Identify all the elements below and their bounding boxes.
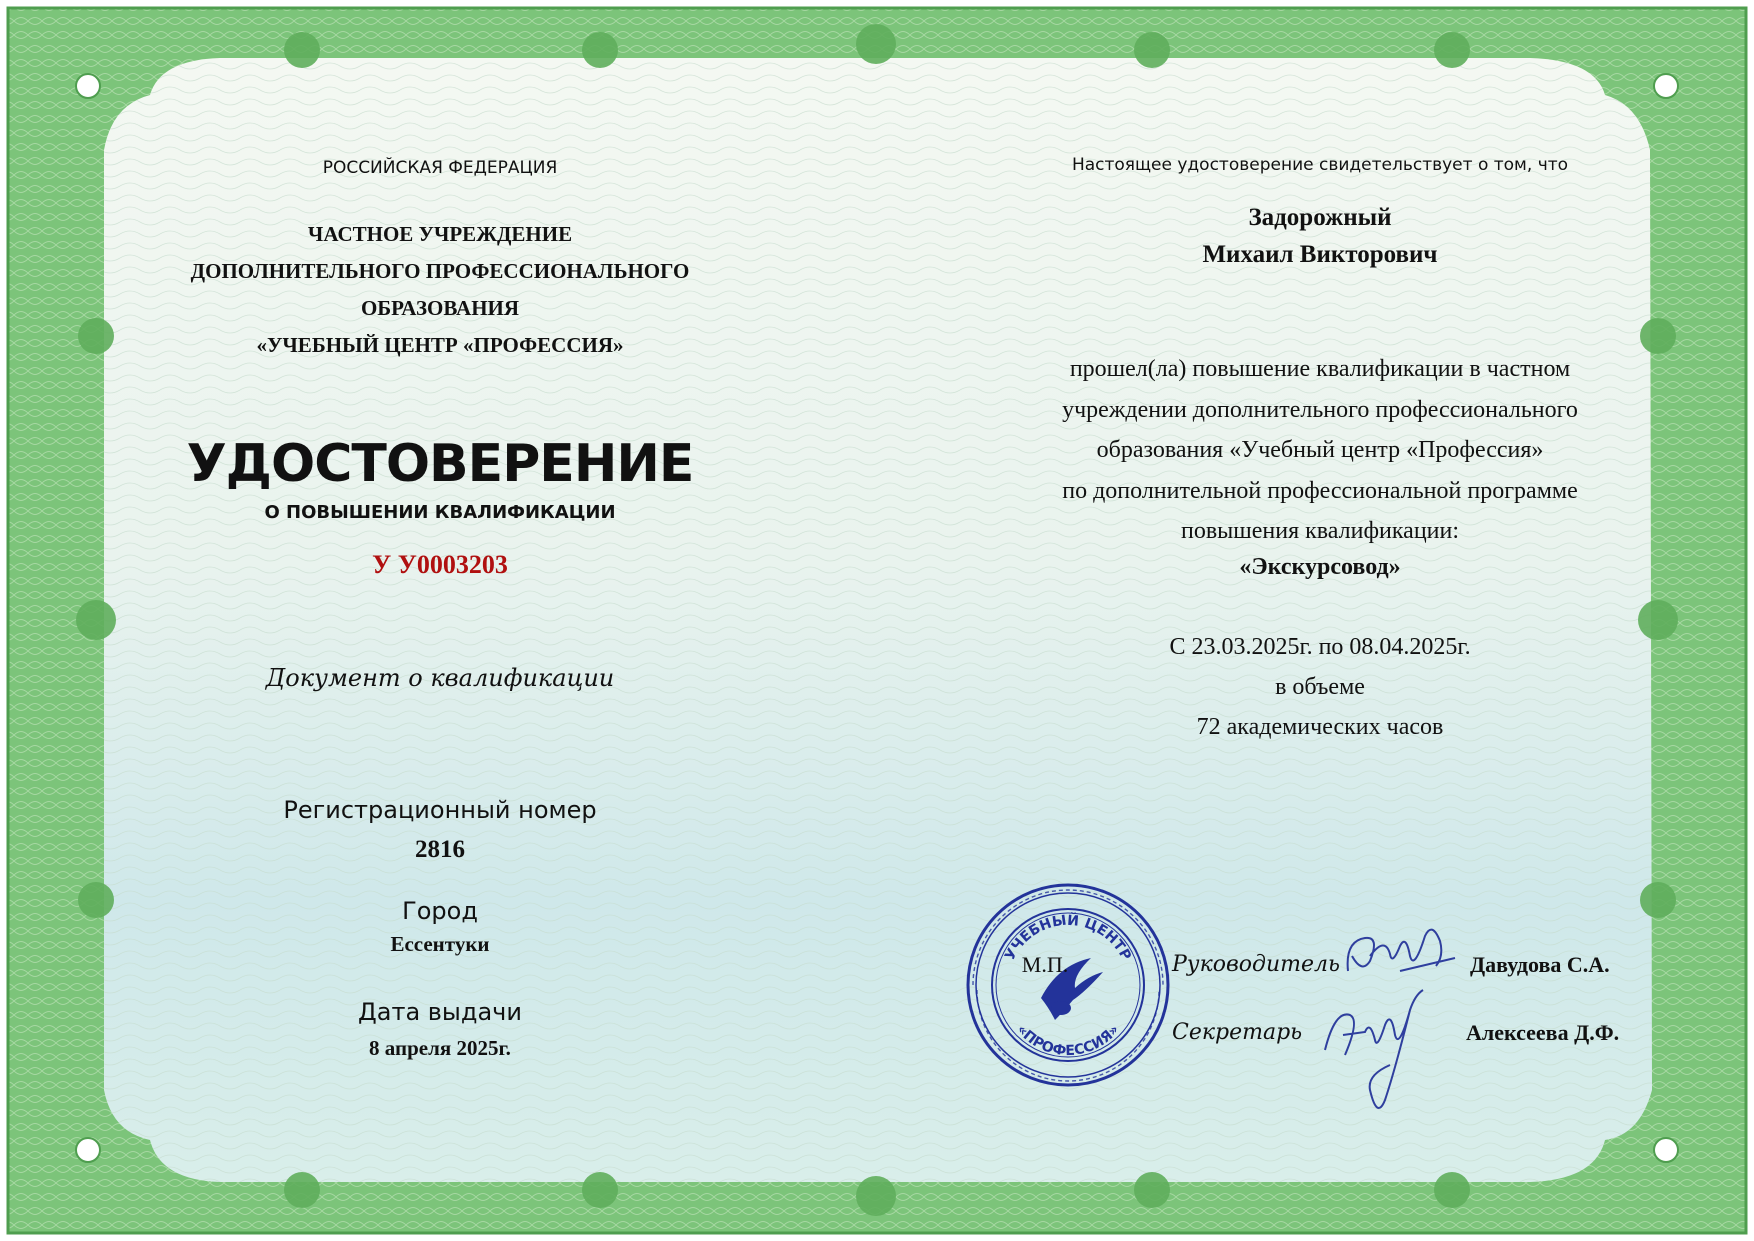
course-description — [970, 349, 1670, 552]
document-type: Документ о квалификации — [265, 664, 615, 692]
issue-date-label: Дата выдачи — [358, 998, 522, 1026]
document-subtitle: О ПОВЫШЕНИИ КВАЛИФИКАЦИИ — [264, 502, 616, 523]
program-name: «Экскурсовод» — [1239, 554, 1401, 580]
city-value: Ессентуки — [390, 932, 490, 956]
volume-hours: 72 академических часов — [1196, 714, 1444, 740]
study-period: С 23.03.2025г. по 08.04.2025г. — [1169, 634, 1471, 660]
course-description-line: повышения квалификации: — [1180, 518, 1460, 544]
head-name: Давудова С.А. — [1470, 952, 1610, 977]
organization-line: «УЧЕБНЫЙ ЦЕНТР «ПРОФЕССИЯ» — [256, 333, 624, 357]
secretary-signature — [1315, 980, 1435, 1120]
stamp-bottom-text: «ПРОФЕССИЯ» — [1013, 1021, 1123, 1060]
recipient-name: Михаил Викторович — [1202, 241, 1438, 268]
volume-label: в объеме — [1275, 674, 1365, 700]
city-label: Город — [402, 897, 478, 925]
recipient-surname: Задорожный — [1248, 204, 1392, 231]
issue-date-value: 8 апреля 2025г. — [369, 1036, 511, 1060]
organization-name — [130, 216, 750, 364]
registration-label: Регистрационный номер — [283, 796, 597, 824]
stamp-place-mark: М.П. — [1021, 952, 1069, 977]
country-label: РОССИЙСКАЯ ФЕДЕРАЦИЯ — [322, 158, 558, 178]
secretary-name: Алексеева Д.Ф. — [1466, 1020, 1620, 1045]
head-role: Руководитель — [1172, 952, 1340, 977]
secretary-role: Секретарь — [1172, 1020, 1303, 1045]
course-description-line: прошел(ла) повышение квалификации в частном — [1069, 356, 1571, 382]
head-signature — [1340, 916, 1460, 986]
intro-text: Настоящее удостоверение свидетельствует о том, что — [1071, 155, 1569, 175]
serial-number: У У0003203 — [372, 550, 508, 579]
course-description-line: образования «Учебный центр «Профессия» — [1096, 437, 1544, 463]
registration-number: 2816 — [415, 836, 465, 863]
organization-line: ЧАСТНОЕ УЧРЕЖДЕНИЕ — [307, 222, 573, 246]
organization-line: ДОПОЛНИТЕЛЬНОГО ПРОФЕССИОНАЛЬНОГО — [190, 259, 690, 283]
stamp-center-text: УЧЕБНЫЙ ЦЕНТР — [1002, 912, 1134, 964]
document-title: УДОСТОВЕРЕНИЕ — [186, 434, 694, 494]
organization-line: ОБРАЗОВАНИЯ — [360, 296, 520, 320]
course-description-line: по дополнительной профессиональной программе — [1062, 477, 1578, 504]
course-description-line: учреждении дополнительного профессионального — [1062, 396, 1578, 423]
official-stamp — [963, 880, 1173, 1090]
